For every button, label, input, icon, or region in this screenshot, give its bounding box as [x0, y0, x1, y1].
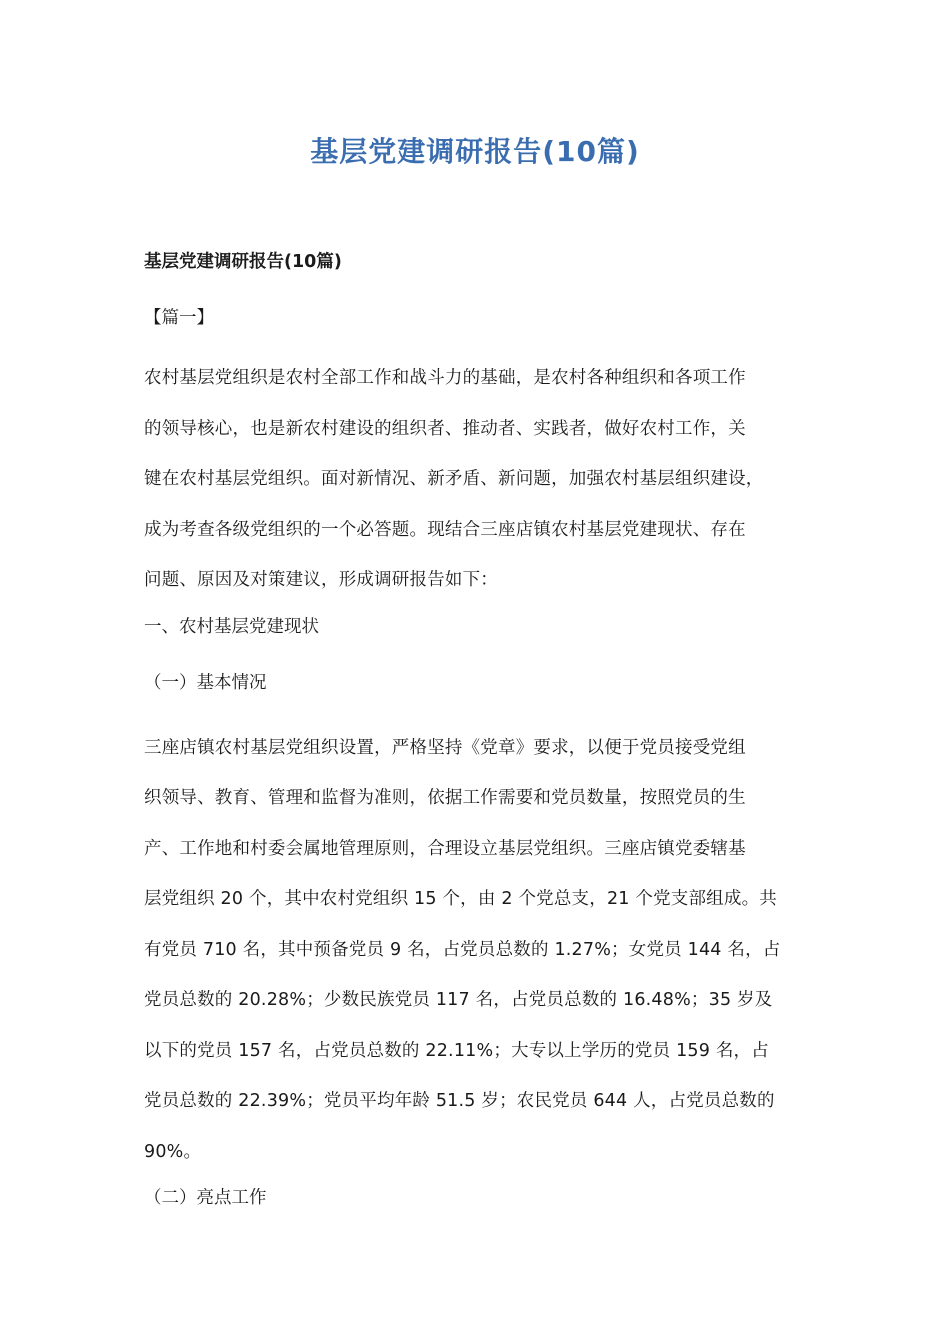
text-line: 键在农村基层党组织。面对新情况、新矛盾、新问题，加强农村基层组织建设，: [144, 469, 764, 489]
text-line: 三座店镇农村基层党组织设置，严格坚持《党章》要求，以便于党员接受党组: [144, 737, 746, 758]
intro-paragraph: [144, 353, 810, 606]
section-heading: 一、农村基层党建现状: [144, 616, 319, 637]
text-line: 农村基层党组织是农村全部工作和战斗力的基础，是农村各种组织和各项工作: [144, 368, 746, 388]
section-tag: 【篇一】: [144, 308, 214, 328]
text-line: 织领导、教育、管理和监督为准则，依据工作需要和党员数量，按照党员的生: [144, 788, 746, 808]
text-line: 党员总数的 20.28%；少数民族党员 117 名，占党员总数的 16.48%；35 岁及: [144, 990, 773, 1010]
document-title: 基层党建调研报告(10篇): [310, 135, 640, 168]
document-subtitle: 基层党建调研报告(10篇): [144, 252, 342, 272]
text-line: 的领导核心，也是新农村建设的组织者、推动者、实践者，做好农村工作，关: [144, 418, 746, 439]
text-line: 党员总数的 22.39%；党员平均年龄 51.5 岁；农民党员 644 人，占党员总数的: [144, 1091, 775, 1111]
text-line: 以下的党员 157 名，占党员总数的 22.11%；大专以上学历的党员 159 名，占: [144, 1040, 769, 1061]
text-line: 有党员 710 名，其中预备党员 9 名，占党员总数的 1.27%；女党员 144 名，占: [144, 939, 781, 960]
text-line: 90%。: [144, 1141, 202, 1162]
text-line: 问题、原因及对策建议，形成调研报告如下：: [144, 570, 498, 590]
document-body: [144, 246, 810, 1238]
subsection-heading: （一）基本情况: [144, 672, 267, 693]
text-line: 层党组织 20 个，其中农村党组织 15 个，由 2 个党总支，21 个党支部组成。共: [144, 889, 777, 909]
text-line: 产、工作地和村委会属地管理原则，合理设立基层党组织。三座店镇党委辖基: [144, 838, 746, 859]
subsection-heading: （二）亮点工作: [144, 1188, 267, 1208]
text-line: 成为考查各级党组织的一个必答题。现结合三座店镇农村基层党建现状、存在: [144, 519, 746, 540]
basic-info-paragraph: [144, 723, 810, 1178]
